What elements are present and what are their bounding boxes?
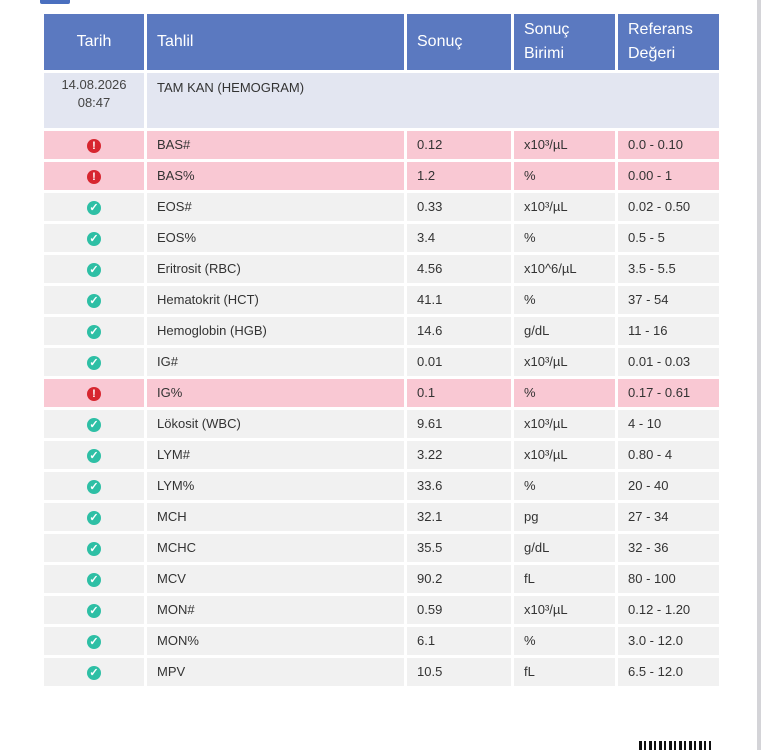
status-cell	[44, 565, 144, 593]
status-cell	[44, 131, 144, 159]
result-unit: %	[514, 472, 615, 500]
test-name: BAS#	[147, 131, 404, 159]
table-row	[44, 596, 719, 624]
test-name: MON%	[147, 627, 404, 655]
group-date: 14.08.2026	[61, 77, 127, 92]
page-edge	[757, 0, 761, 750]
col-ref-line1: Referans	[628, 21, 693, 38]
test-name: IG#	[147, 348, 404, 376]
result-value: 3.22	[407, 441, 511, 469]
reference-range: 0.17 - 0.61	[618, 379, 719, 407]
result-value: 90.2	[407, 565, 511, 593]
status-cell	[44, 255, 144, 283]
result-unit: %	[514, 286, 615, 314]
result-unit: %	[514, 224, 615, 252]
table-row	[44, 348, 719, 376]
result-unit: x10³/µL	[514, 348, 615, 376]
col-result: Sonuç	[407, 14, 511, 70]
status-cell	[44, 410, 144, 438]
table-row	[44, 286, 719, 314]
reference-range: 0.00 - 1	[618, 162, 719, 190]
table-row	[44, 534, 719, 562]
group-name: TAM KAN (HEMOGRAM)	[147, 73, 719, 128]
result-value: 41.1	[407, 286, 511, 314]
table-row	[44, 472, 719, 500]
result-unit: fL	[514, 658, 615, 686]
test-name: EOS%	[147, 224, 404, 252]
check-circle-icon: ✓	[87, 604, 101, 618]
check-circle-icon: ✓	[87, 263, 101, 277]
check-circle-icon: ✓	[87, 511, 101, 525]
reference-range: 0.80 - 4	[618, 441, 719, 469]
reference-range: 11 - 16	[618, 317, 719, 345]
result-value: 1.2	[407, 162, 511, 190]
result-unit: g/dL	[514, 534, 615, 562]
table-row	[44, 503, 719, 531]
table-row	[44, 565, 719, 593]
result-unit: x10³/µL	[514, 441, 615, 469]
check-circle-icon: ✓	[87, 542, 101, 556]
status-cell	[44, 627, 144, 655]
test-name: Lökosit (WBC)	[147, 410, 404, 438]
result-value: 0.1	[407, 379, 511, 407]
status-cell	[44, 596, 144, 624]
result-unit: x10^6/µL	[514, 255, 615, 283]
result-value: 9.61	[407, 410, 511, 438]
test-name: Eritrosit (RBC)	[147, 255, 404, 283]
check-circle-icon: ✓	[87, 573, 101, 587]
table-row	[44, 379, 719, 407]
status-cell	[44, 162, 144, 190]
reference-range: 0.5 - 5	[618, 224, 719, 252]
reference-range: 0.01 - 0.03	[618, 348, 719, 376]
check-circle-icon: ✓	[87, 480, 101, 494]
reference-range: 0.0 - 0.10	[618, 131, 719, 159]
result-unit: fL	[514, 565, 615, 593]
table-row	[44, 317, 719, 345]
test-name: MCHC	[147, 534, 404, 562]
result-value: 0.01	[407, 348, 511, 376]
check-circle-icon: ✓	[87, 666, 101, 680]
result-unit: pg	[514, 503, 615, 531]
status-cell	[44, 193, 144, 221]
check-circle-icon: ✓	[87, 418, 101, 432]
group-time: 08:47	[77, 95, 111, 110]
exclamation-circle-icon: !	[87, 139, 101, 153]
reference-range: 6.5 - 12.0	[618, 658, 719, 686]
exclamation-circle-icon: !	[87, 170, 101, 184]
result-value: 33.6	[407, 472, 511, 500]
reference-range: 4 - 10	[618, 410, 719, 438]
result-unit: x10³/µL	[514, 596, 615, 624]
result-unit: g/dL	[514, 317, 615, 345]
reference-range: 27 - 34	[618, 503, 719, 531]
reference-range: 0.02 - 0.50	[618, 193, 719, 221]
table-row	[44, 193, 719, 221]
status-cell	[44, 317, 144, 345]
group-datetime	[44, 73, 144, 128]
reference-range: 0.12 - 1.20	[618, 596, 719, 624]
result-unit: %	[514, 162, 615, 190]
col-unit	[514, 14, 615, 70]
result-unit: x10³/µL	[514, 131, 615, 159]
test-name: Hemoglobin (HGB)	[147, 317, 404, 345]
reference-range: 80 - 100	[618, 565, 719, 593]
reference-range: 3.5 - 5.5	[618, 255, 719, 283]
reference-range: 32 - 36	[618, 534, 719, 562]
test-name: BAS%	[147, 162, 404, 190]
test-name: MPV	[147, 658, 404, 686]
check-circle-icon: ✓	[87, 201, 101, 215]
table-row	[44, 658, 719, 686]
table-row	[44, 131, 719, 159]
result-value: 0.59	[407, 596, 511, 624]
result-unit: %	[514, 627, 615, 655]
result-value: 0.33	[407, 193, 511, 221]
reference-range: 37 - 54	[618, 286, 719, 314]
test-name: EOS#	[147, 193, 404, 221]
reference-range: 20 - 40	[618, 472, 719, 500]
result-unit: x10³/µL	[514, 410, 615, 438]
results-table	[41, 11, 722, 689]
status-cell	[44, 534, 144, 562]
status-cell	[44, 441, 144, 469]
col-ref	[618, 14, 719, 70]
status-cell	[44, 224, 144, 252]
status-cell	[44, 286, 144, 314]
test-name: MON#	[147, 596, 404, 624]
table-row	[44, 627, 719, 655]
table-row	[44, 162, 719, 190]
test-name: MCH	[147, 503, 404, 531]
result-value: 35.5	[407, 534, 511, 562]
table-row	[44, 224, 719, 252]
test-name: Hematokrit (HCT)	[147, 286, 404, 314]
exclamation-circle-icon: !	[87, 387, 101, 401]
result-value: 14.6	[407, 317, 511, 345]
result-value: 4.56	[407, 255, 511, 283]
test-name: MCV	[147, 565, 404, 593]
check-circle-icon: ✓	[87, 449, 101, 463]
result-unit: %	[514, 379, 615, 407]
col-unit-line1: Sonuç	[524, 21, 570, 38]
top-accent	[40, 0, 70, 4]
check-circle-icon: ✓	[87, 232, 101, 246]
table-row	[44, 441, 719, 469]
test-name: IG%	[147, 379, 404, 407]
table-row	[44, 410, 719, 438]
result-value: 6.1	[407, 627, 511, 655]
col-test: Tahlil	[147, 14, 404, 70]
check-circle-icon: ✓	[87, 294, 101, 308]
status-cell	[44, 379, 144, 407]
result-value: 32.1	[407, 503, 511, 531]
result-value: 10.5	[407, 658, 511, 686]
result-value: 3.4	[407, 224, 511, 252]
col-ref-line2: Değeri	[628, 45, 676, 62]
status-cell	[44, 658, 144, 686]
status-cell	[44, 472, 144, 500]
result-unit: x10³/µL	[514, 193, 615, 221]
test-name: LYM%	[147, 472, 404, 500]
header-row	[44, 14, 719, 70]
status-cell	[44, 348, 144, 376]
test-name: LYM#	[147, 441, 404, 469]
col-unit-line2: Birimi	[524, 45, 564, 62]
qr-code	[639, 741, 711, 750]
table-row	[44, 255, 719, 283]
group-row	[44, 73, 719, 128]
result-value: 0.12	[407, 131, 511, 159]
check-circle-icon: ✓	[87, 325, 101, 339]
status-cell	[44, 503, 144, 531]
col-date: Tarih	[44, 14, 144, 70]
check-circle-icon: ✓	[87, 356, 101, 370]
check-circle-icon: ✓	[87, 635, 101, 649]
reference-range: 3.0 - 12.0	[618, 627, 719, 655]
